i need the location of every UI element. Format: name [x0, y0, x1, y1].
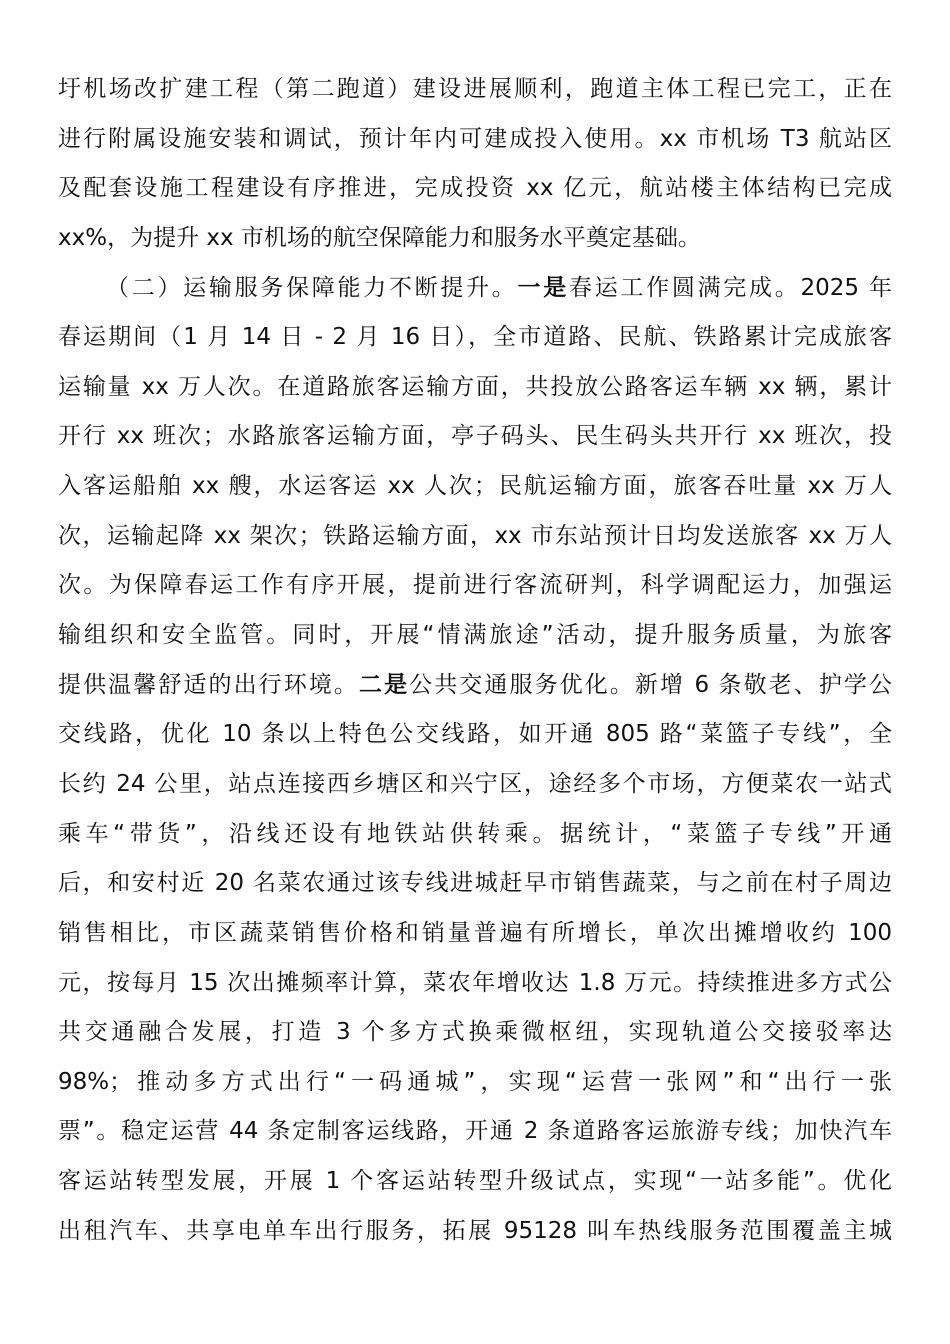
text-line: 交线路，优化 10 条以上特色公交线路，如开通 805 路“菜篮子专线”，全: [58, 721, 892, 748]
text-line: 入客运船舶 xx 艘，水运客运 xx 人次；民航运输方面，旅客吞吐量 xx 万人: [58, 473, 892, 500]
text-line: 后，和安村近 20 名菜农通过该专线进城赶早市销售蔬菜，与之前在村子周边: [58, 870, 892, 897]
text-line: 客运站转型发展，开展 1 个客运站转型升级试点，实现“一站多能”。优化: [58, 1168, 892, 1195]
text-line: 次，运输起降 xx 架次；铁路运输方面，xx 市东站预计日均发送旅客 xx 万人: [58, 522, 892, 549]
text-line: 元，按每月 15 次出摊频率计算，菜农年增收达 1.8 万元。持续推进多方式公: [58, 969, 892, 996]
text-line: 春运期间（1 月 14 日 - 2 月 16 日），全市道路、民航、铁路累计完成旅客: [58, 324, 892, 351]
text-run: 提供温馨舒适的出行环境。: [58, 671, 359, 698]
text-line: 共交通融合发展，打造 3 个多方式换乘微枢纽，实现轨道公交接驳率达: [58, 1019, 892, 1046]
text-line-with-lead: [58, 661, 892, 711]
section-heading: （二）运输服务保障能力不断提升。: [106, 274, 518, 301]
text-line: 及配套设施工程建设有序推进，完成投资 xx 亿元，航站楼主体结构已完成: [58, 175, 892, 202]
text-line: xx%，为提升 xx 市机场的航空保障能力和服务水平奠定基础。: [58, 224, 701, 251]
text-line: 出租汽车、共享电单车出行服务，拓展 95128 叫车热线服务范围覆盖主城: [58, 1217, 892, 1244]
text-line: 长约 24 公里，站点连接西乡塘区和兴宁区，途经多个市场，方便菜农一站式: [58, 770, 892, 797]
paragraph-airport-construction: [58, 65, 892, 264]
section-heading-line: [58, 264, 892, 314]
body-text: [58, 65, 892, 1256]
text-line: 乘车“带货”，沿线还设有地铁站供转乘。据统计，“菜篮子专线”开通: [58, 820, 892, 847]
lead-marker-two: 二是: [359, 671, 410, 698]
text-line: 输组织和安全监管。同时，开展“情满旅途”活动，提升服务质量，为旅客: [58, 622, 892, 649]
text-run: 公共交通服务优化。新增 6 条敬老、护学公: [409, 671, 893, 698]
text-line: 圩机场改扩建工程（第二跑道）建设进展顺利，跑道主体工程已完工，正在: [58, 76, 892, 102]
text-line: 进行附属设施安装和调试，预计年内可建成投入使用。xx 市机场 T3 航站区: [58, 125, 892, 152]
paragraph-transport-service: [58, 264, 892, 1257]
text-line: 次。为保障春运工作有序开展，提前进行客流研判，科学调配运力，加强运: [58, 572, 892, 599]
text-line: 运输量 xx 万人次。在道路旅客运输方面，共投放公路客运车辆 xx 辆，累计: [58, 373, 892, 400]
text-line: 98%；推动多方式出行“一码通城”，实现“运营一张网”和“出行一张: [58, 1068, 892, 1095]
text-line: 开行 xx 班次；水路旅客运输方面，亭子码头、民生码头共开行 xx 班次，投: [58, 423, 892, 450]
text-run: 春运工作圆满完成。2025 年: [568, 274, 893, 301]
text-line: 销售相比，市区蔬菜销售价格和销量普遍有所增长，单次出摊增收约 100: [58, 919, 892, 946]
lead-marker-one: 一是: [517, 274, 569, 301]
text-line: 票”。稳定运营 44 条定制客运线路，开通 2 条道路客运旅游专线；加快汽车: [58, 1118, 892, 1145]
